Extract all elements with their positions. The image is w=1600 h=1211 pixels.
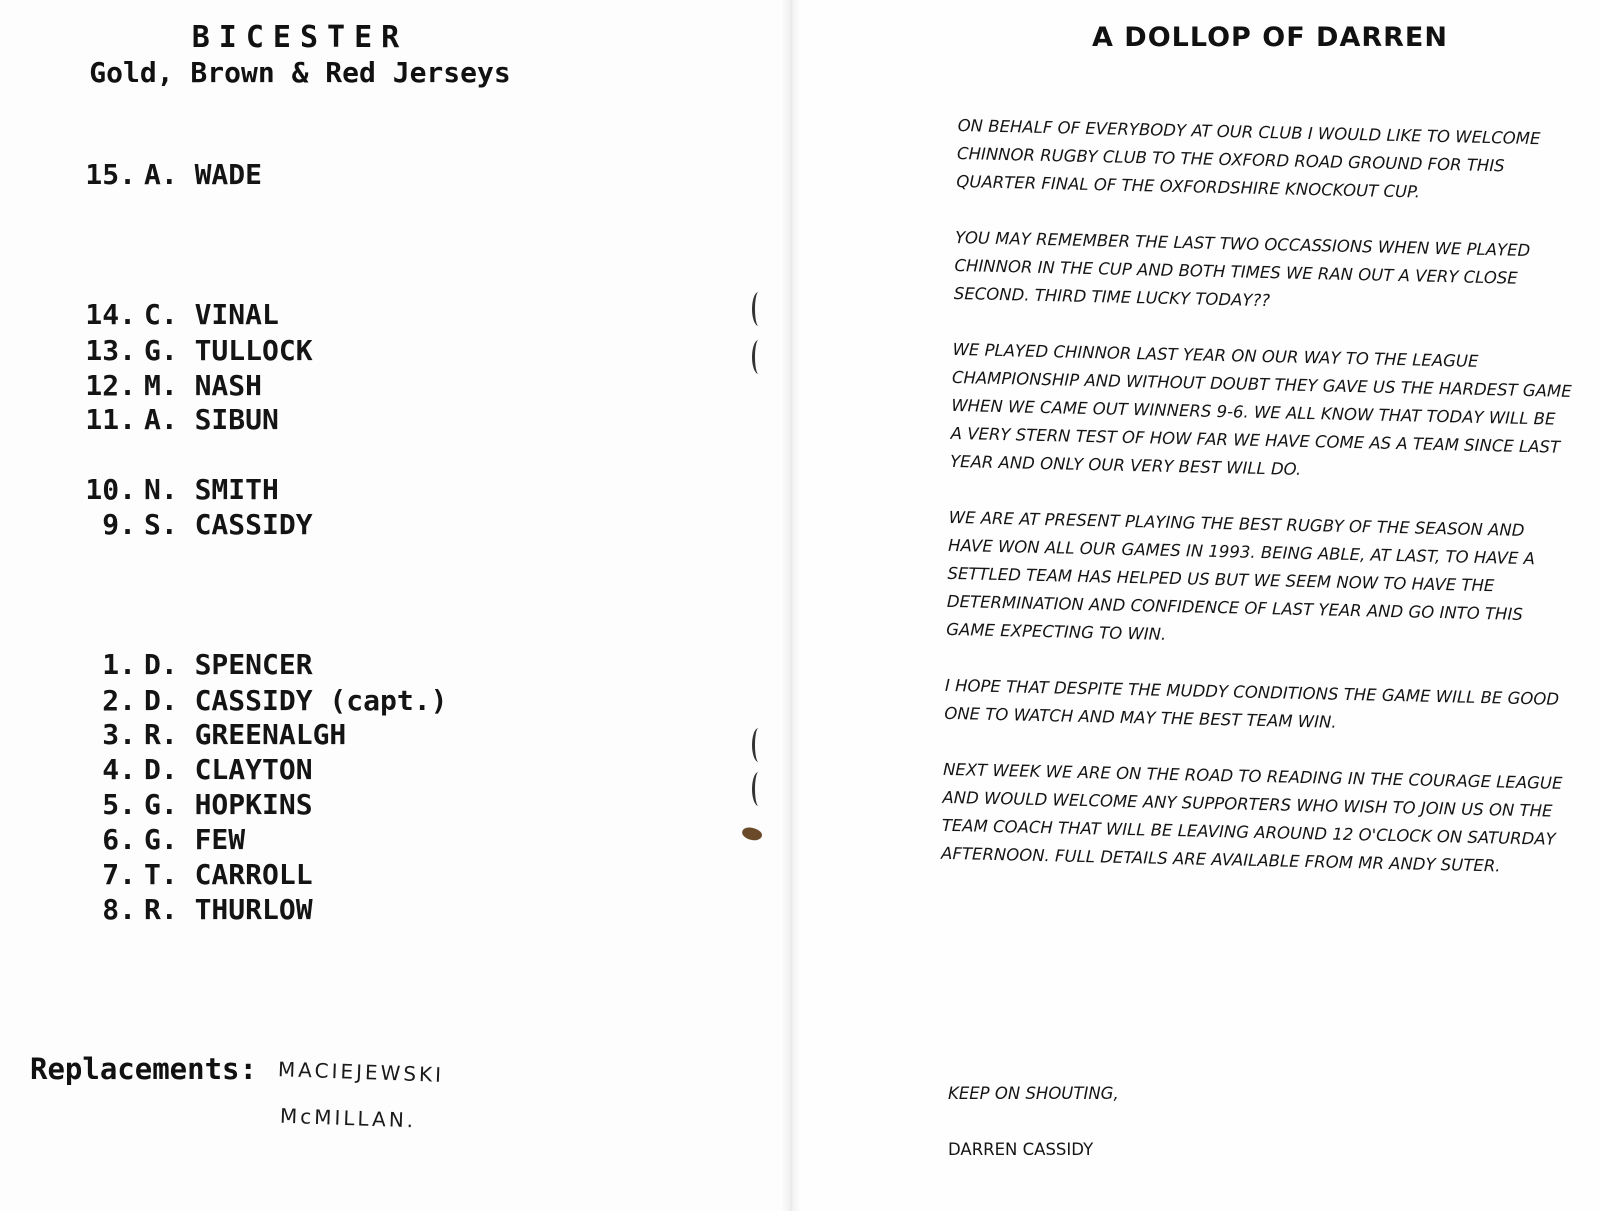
player-number: 13. <box>85 334 136 367</box>
article-author: DARREN CASSIDY <box>948 1140 1094 1159</box>
player-name: S. CASSIDY <box>144 508 313 541</box>
player-number: 4. <box>102 753 136 786</box>
page-fold <box>780 0 802 1211</box>
article-signoff: KEEP ON SHOUTING, <box>948 1084 1119 1103</box>
player-number: 5. <box>102 788 136 821</box>
player-row <box>40 403 600 437</box>
player-number: 2. <box>102 684 136 717</box>
player-name: D. CLAYTON <box>144 753 313 786</box>
player-name: R. THURLOW <box>144 893 313 926</box>
player-number: 14. <box>85 298 136 331</box>
player-number: 15. <box>85 158 136 191</box>
player-row <box>40 788 600 822</box>
player-row <box>40 473 600 507</box>
team-name: BICESTER <box>191 20 409 55</box>
player-row <box>40 334 600 368</box>
player-number: 3. <box>102 718 136 751</box>
player-row <box>40 369 600 403</box>
article-paragraph: NEXT WEEK WE ARE ON THE ROAD TO READING IN THE COURAGE LEAGUE AND WOULD WELCOME ANY SUPPORTERS WHO WISH TO JOIN US ON THE TEAM COACH THAT WILL BE LEAVING AROUND 12 O'CLOCK ON SATURDAY AFTERNOON. FULL DETAILS ARE AVAILABLE FROM MR ANDY SUTER. <box>940 759 1563 876</box>
player-row <box>40 648 600 682</box>
article-body <box>940 112 1578 910</box>
article-paragraph: WE PLAYED CHINNOR LAST YEAR ON OUR WAY TO THE LEAGUE CHAMPIONSHIP AND WITHOUT DOUBT THEY GAVE US THE HARDEST GAME WHEN WE CAME OUT WINNERS 9-6. WE ALL KNOW THAT TODAY WILL BE A VERY STERN TEST OF HOW FAR WE HAVE COME AS A TEAM SINCE LAST YEAR AND ONLY OUR VERY BEST WILL DO. <box>949 339 1572 479</box>
player-number: 1. <box>102 648 136 681</box>
player-name: R. GREENALGH <box>144 718 347 751</box>
player-row <box>40 298 600 332</box>
replacement-name: MACIEJEWSKI <box>277 1057 445 1087</box>
player-row <box>40 684 600 718</box>
staple-mark <box>752 728 765 762</box>
player-name: A. WADE <box>144 158 263 191</box>
team-colours: Gold, Brown & Red Jerseys <box>89 56 511 89</box>
replacement-name: McMILLAN. <box>279 1103 417 1133</box>
player-name: C. VINAL <box>144 298 279 331</box>
player-number: 12. <box>85 369 136 402</box>
player-number: 11. <box>85 403 136 436</box>
player-row <box>40 508 600 542</box>
article-paragraph: YOU MAY REMEMBER THE LAST TWO OCCASSIONS WHEN WE PLAYED CHINNOR IN THE CUP AND BOTH TIMES WE RAN OUT A VERY CLOSE SECOND. THIRD TIME LUCKY TODAY?? <box>953 227 1531 311</box>
player-number: 7. <box>102 858 136 891</box>
player-number: 8. <box>102 893 136 926</box>
player-row <box>40 158 600 192</box>
player-number: 6. <box>102 823 136 856</box>
player-name: T. CARROLL <box>144 858 313 891</box>
staple-mark <box>752 340 765 374</box>
player-name: D. CASSIDY (capt.) <box>144 684 448 717</box>
article-paragraph: WE ARE AT PRESENT PLAYING THE BEST RUGBY OF THE SEASON AND HAVE WON ALL OUR GAMES IN 1993. BEING ABLE, AT LAST, TO HAVE A SETTLED TEAM HAS HELPED US BUT WE SEEM NOW TO HAVE THE DETERMINATION AND CONFIDENCE OF LAST YEAR AND GO INTO THIS GAME EXPECTING TO WIN. <box>946 507 1536 644</box>
player-name: A. SIBUN <box>144 403 279 436</box>
replacements-label: Replacements: <box>30 1052 257 1086</box>
player-row <box>40 893 600 927</box>
player-row <box>40 718 600 752</box>
player-row <box>40 753 600 787</box>
staple-mark <box>752 772 765 806</box>
player-number: 9. <box>102 508 136 541</box>
player-name: G. FEW <box>144 823 246 856</box>
player-number: 10. <box>85 473 136 506</box>
player-row <box>40 823 600 857</box>
article-title: A DOLLOP OF DARREN <box>1092 22 1448 53</box>
player-row <box>40 858 600 892</box>
player-name: M. NASH <box>144 369 263 402</box>
player-name: G. HOPKINS <box>144 788 313 821</box>
staple-mark <box>752 292 765 326</box>
article-paragraph: I HOPE THAT DESPITE THE MUDDY CONDITIONS THE GAME WILL BE GOOD ONE TO WATCH AND MAY THE BEST TEAM WIN. <box>944 675 1560 732</box>
player-name: D. SPENCER <box>144 648 313 681</box>
article-paragraph: ON BEHALF OF EVERYBODY AT OUR CLUB I WOULD LIKE TO WELCOME CHINNOR RUGBY CLUB TO THE OXFORD ROAD GROUND FOR THIS QUARTER FINAL OF THE OXFORDSHIRE KNOCKOUT CUP. <box>956 115 1541 202</box>
player-name: G. TULLOCK <box>144 334 313 367</box>
player-name: N. SMITH <box>144 473 279 506</box>
